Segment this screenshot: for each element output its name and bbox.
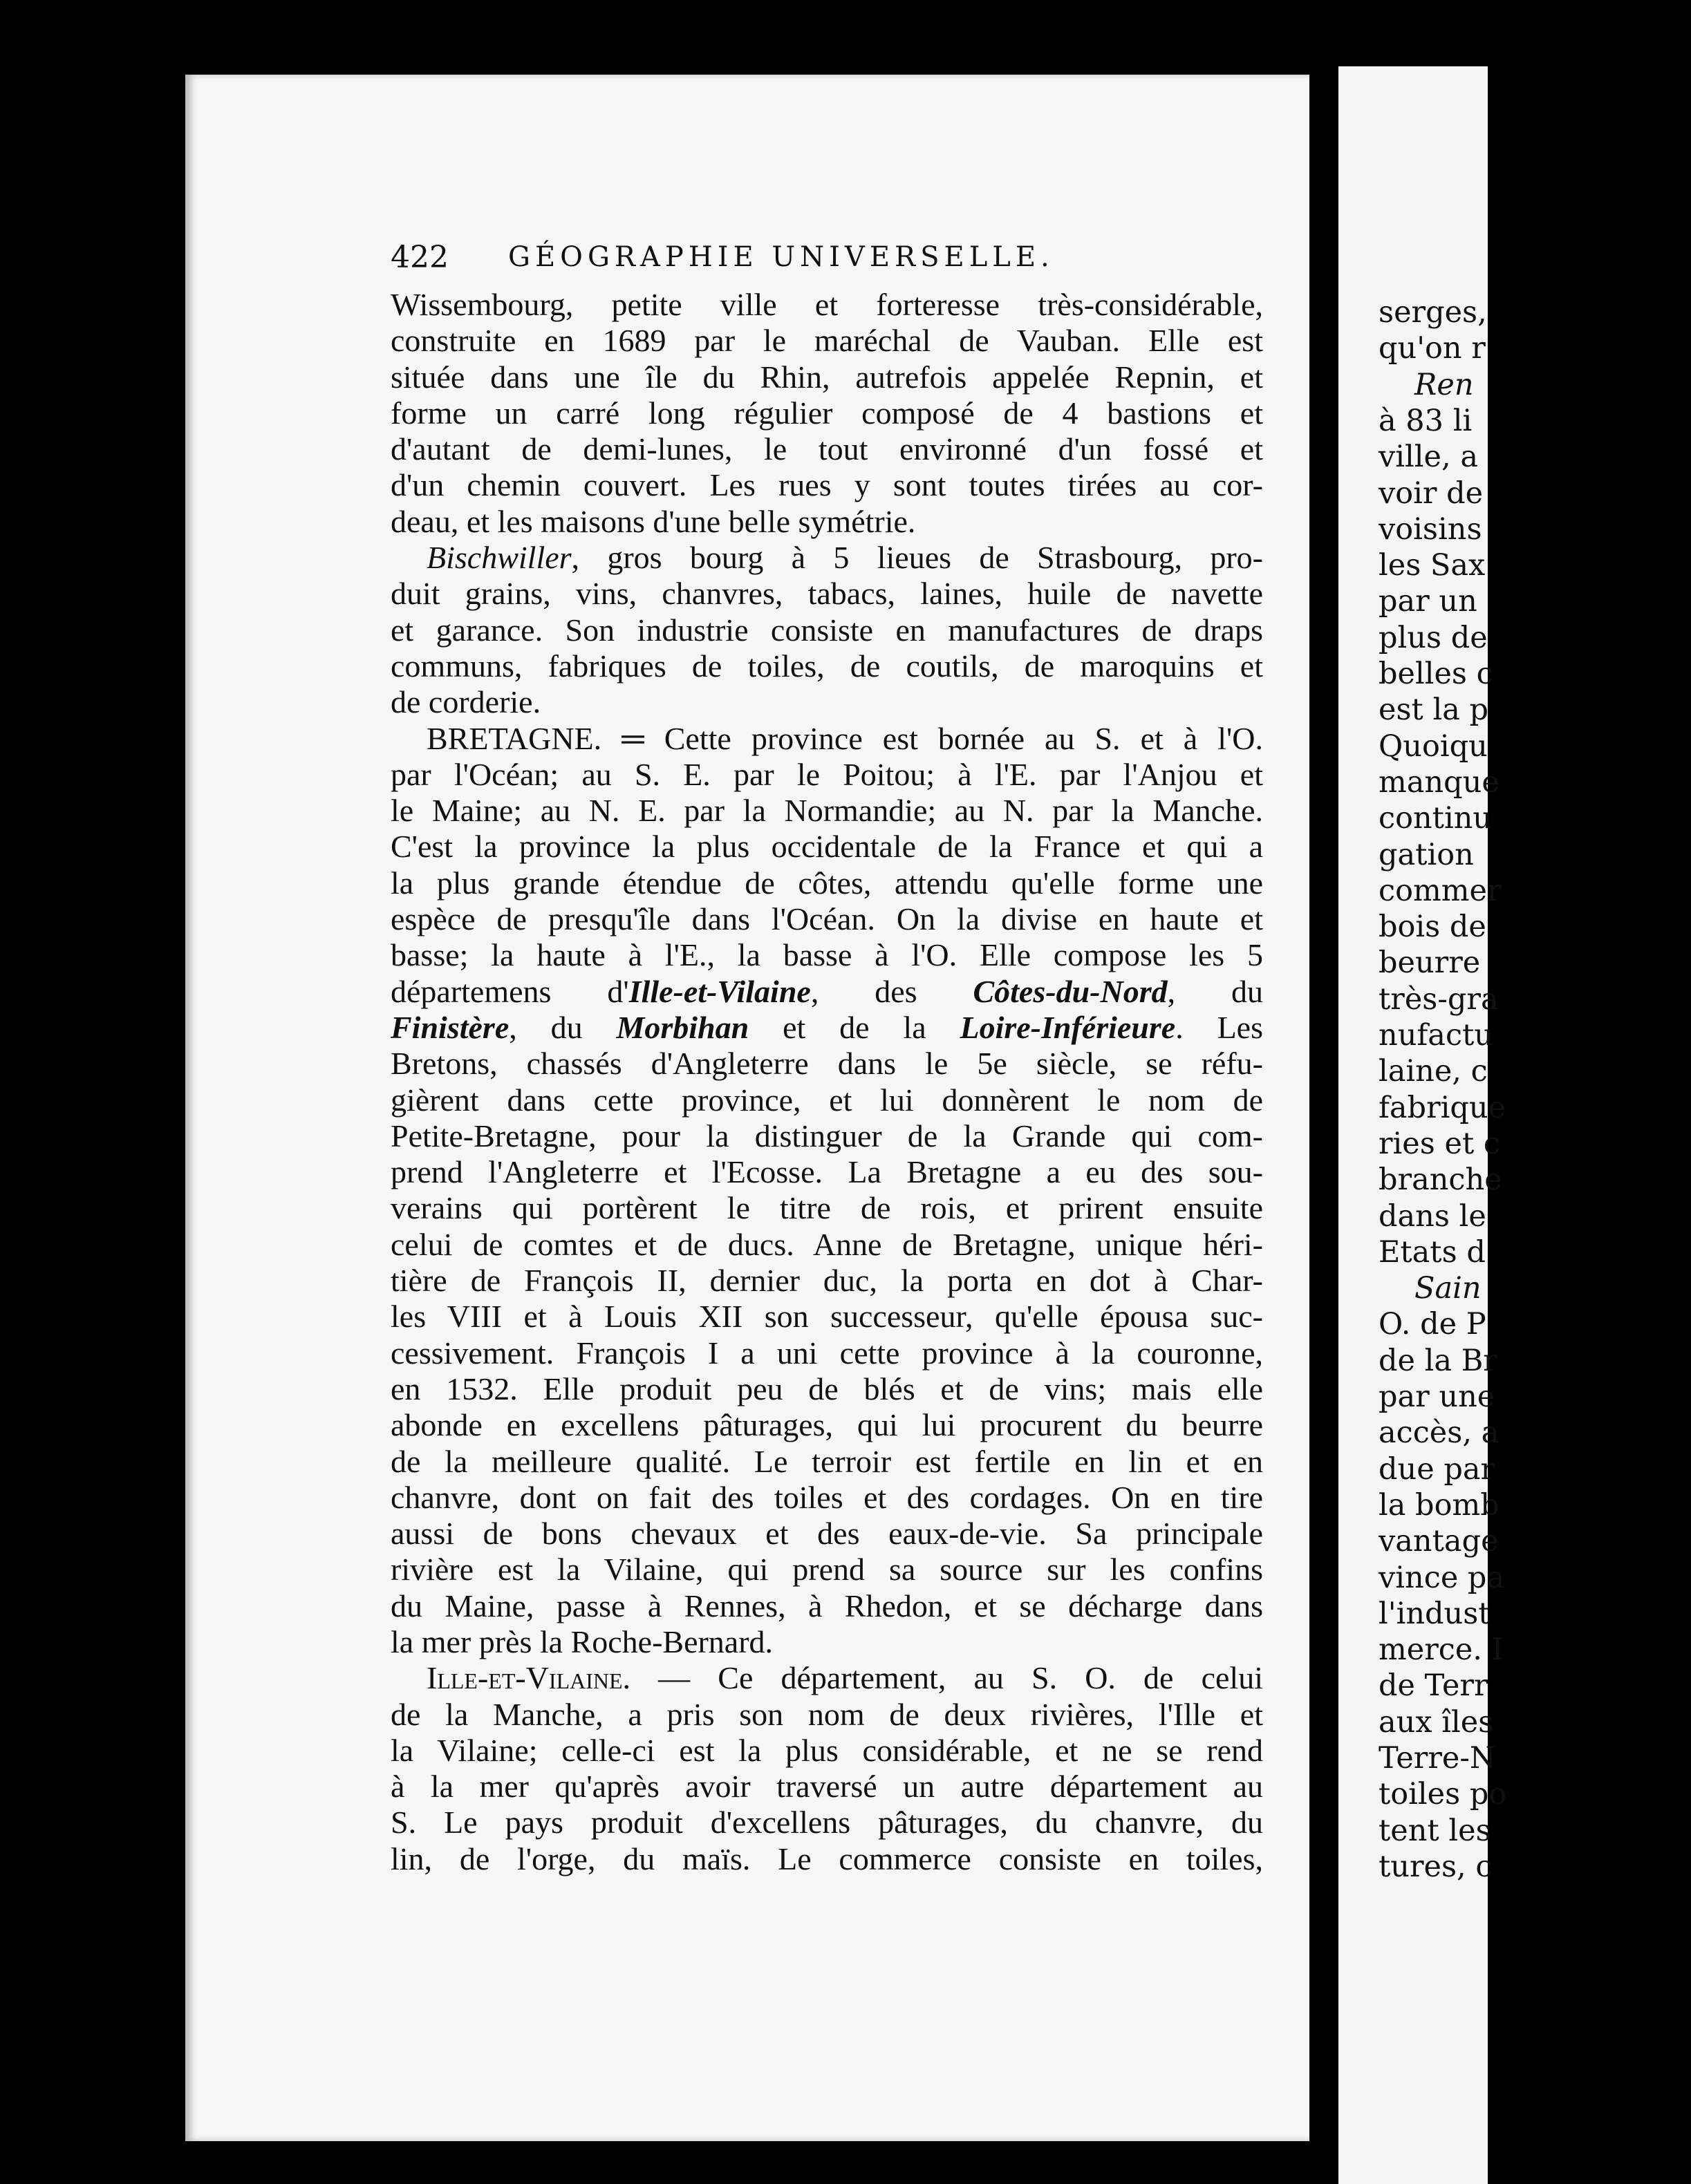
text-run: . Les: [1175, 1009, 1263, 1045]
adjacent-page-fragment: ries et c: [1379, 1126, 1500, 1161]
text-line: abonde en excellens pâturages, qui lui procurent du beurre: [391, 1407, 1263, 1443]
department-name-italic: Morbihan: [616, 1009, 749, 1045]
text-line: celui de comtes et de ducs. Anne de Bretagne, unique héri-: [391, 1226, 1263, 1262]
text-line: forme un carré long régulier composé de 4 bastions et: [391, 395, 1263, 431]
adjacent-page-fragment: commer: [1379, 873, 1502, 908]
text-line: duit grains, vins, chanvres, tabacs, laines, huile de navette: [391, 576, 1263, 612]
body-text: [391, 287, 1263, 1877]
text-line: Petite-Bretagne, pour la distinguer de la Grande qui com-: [391, 1118, 1263, 1154]
adjacent-page-fragment: tent les: [1379, 1813, 1491, 1848]
adjacent-page-fragment: aux îles: [1379, 1704, 1494, 1740]
adjacent-page-fragment: ville, a: [1379, 440, 1478, 475]
department-name-italic: Côtes-du-Nord: [973, 973, 1168, 1009]
text-line: le Maine; au N. E. par la Normandie; au N. par la Manche.: [391, 793, 1263, 829]
text-line: [391, 540, 1263, 576]
page-title: GÉOGRAPHIE UNIVERSELLE.: [508, 241, 1054, 273]
adjacent-page-fragment: vince pa: [1379, 1560, 1505, 1595]
adjacent-page-fragment: fabrique: [1379, 1090, 1506, 1125]
text-line: la plus grande étendue de côtes, attendu qu'elle forme une: [391, 865, 1263, 901]
text-line: verains qui portèrent le titre de rois, et prirent ensuite: [391, 1190, 1263, 1226]
adjacent-page-fragment: merce. I: [1379, 1632, 1504, 1668]
text-run: , gros bourg à 5 lieues de Strasbourg, pro-: [571, 540, 1263, 576]
adjacent-page-fragment: l'indust: [1379, 1596, 1491, 1631]
text-run: , du: [1167, 973, 1263, 1009]
text-line: les VIII et à Louis XII son successeur, qu'elle épousa suc-: [391, 1299, 1263, 1335]
adjacent-page-fragment: par un: [1379, 584, 1477, 619]
adjacent-page-fragment: par une: [1379, 1380, 1495, 1414]
text-line: chanvre, dont on fait des toiles et des cordages. On en tire: [391, 1479, 1263, 1515]
text-line: par l'Océan; au S. E. par le Poitou; à l'E. par l'Anjou et: [391, 756, 1263, 792]
text-line: lin, de l'orge, du maïs. Le commerce consiste en toiles,: [391, 1841, 1263, 1876]
text-line: d'autant de demi-lunes, le tout environné d'un fossé et: [391, 431, 1263, 467]
text-line: aussi de bons chevaux et des eaux-de-vie. Sa principale: [391, 1516, 1263, 1552]
adjacent-page-fragment: voisins: [1379, 511, 1482, 547]
text-line: la Vilaine; celle-ci est la plus considérable, et ne se rend: [391, 1732, 1263, 1768]
text-line: BRETAGNE. ═ Cette province est bornée au S. et à l'O.: [427, 720, 1263, 756]
adjacent-page-fragment: Terre-N: [1379, 1741, 1496, 1776]
text-line: située dans une île du Rhin, autrefois appelée Repnin, et: [391, 359, 1263, 395]
text-line: construite en 1689 par le maréchal de Vauban. Elle est: [391, 323, 1263, 359]
running-head: [391, 238, 1248, 280]
text-run: , des: [810, 973, 973, 1009]
text-line: C'est la province la plus occidentale de la France et qui a: [391, 829, 1263, 865]
adjacent-page-fragment: à 83 li: [1379, 403, 1473, 438]
adjacent-page-fragment: belles c: [1379, 657, 1493, 691]
adjacent-page-fragment: beurre: [1379, 945, 1481, 981]
adjacent-page-fragment: tures, c: [1379, 1849, 1493, 1884]
text-line: [391, 974, 1263, 1010]
adjacent-page-fragment: est la p: [1379, 693, 1489, 728]
adjacent-page-fragment: branche: [1379, 1162, 1502, 1198]
adjacent-page-fragment: dans le: [1379, 1198, 1486, 1234]
adjacent-page-fragment: continu: [1379, 801, 1493, 836]
text-line: du Maine, passe à Rennes, à Rhedon, et se décharge dans: [391, 1588, 1263, 1623]
adjacent-page-fragment: Ren: [1414, 367, 1474, 402]
adjacent-page-fragment: toiles po: [1379, 1777, 1507, 1812]
text-line: tière de François II, dernier duc, la porta en dot à Char-: [391, 1263, 1263, 1299]
place-name-italic: Bischwiller: [427, 540, 572, 576]
adjacent-page-fragment: bois de: [1379, 910, 1486, 945]
text-line: en 1532. Elle produit peu de blés et de vins; mais elle: [391, 1371, 1263, 1406]
text-line: basse; la haute à l'E., la basse à l'O. Elle compose les 5: [391, 937, 1263, 973]
text-line: prend l'Angleterre et l'Ecosse. La Bretagne a eu des sou-: [391, 1154, 1263, 1190]
text-line: [391, 1660, 1263, 1696]
text-line: Wissembourg, petite ville et forteresse très-considérable,: [391, 287, 1263, 322]
text-line: cessivement. François I a uni cette province à la couronne,: [391, 1335, 1263, 1371]
text-line: communs, fabriques de toiles, de coutils, de maroquins et: [391, 648, 1263, 684]
text-run: , du: [509, 1009, 617, 1045]
adjacent-page-fragment: Sain: [1414, 1271, 1482, 1306]
text-run: départemens d': [391, 973, 629, 1009]
text-line: de la Manche, a pris son nom de deux rivières, l'Ille et: [391, 1696, 1263, 1732]
department-heading: Ille-et-Vilaine.: [427, 1660, 631, 1696]
department-name-italic: Finistère: [391, 1009, 510, 1045]
adjacent-page-fragment: la bomb: [1379, 1487, 1500, 1523]
adjacent-page-fragment: très-gra: [1379, 981, 1499, 1017]
page-number: 422: [391, 240, 449, 275]
adjacent-page-fragment: gation: [1379, 837, 1474, 872]
adjacent-page-fragment: de Terr: [1379, 1668, 1488, 1704]
adjacent-page-fragment: accès, a: [1379, 1415, 1500, 1451]
text-line: de corderie.: [391, 684, 541, 720]
text-line: et garance. Son industrie consiste en manufactures de draps: [391, 612, 1263, 648]
text-line: [391, 1010, 1263, 1046]
adjacent-page-fragment: les Sax: [1379, 548, 1486, 583]
adjacent-page-fragment: vantage: [1379, 1524, 1499, 1559]
adjacent-page-fragment: Etats d: [1379, 1234, 1486, 1270]
text-line: Bretons, chassés d'Angleterre dans le 5e siècle, se réfu-: [391, 1046, 1263, 1082]
adjacent-page-fragment: laine, c: [1379, 1054, 1488, 1089]
adjacent-page-fragment: nufactu: [1379, 1018, 1493, 1053]
adjacent-page-fragment: de la Br: [1379, 1343, 1497, 1378]
text-line: rivière est la Vilaine, qui prend sa source sur les confins: [391, 1552, 1263, 1588]
adjacent-page-fragment: serges,: [1379, 295, 1487, 330]
adjacent-page-fragment: voir de: [1379, 476, 1484, 511]
adjacent-page-fragment: plus de: [1379, 620, 1488, 655]
text-line: gièrent dans cette province, et lui donnèrent le nom de: [391, 1082, 1263, 1118]
text-line: la mer près la Roche-Bernard.: [391, 1623, 774, 1659]
department-name-italic: Ille-et-Vilaine: [628, 973, 811, 1009]
department-name-italic: Loire-Inférieure: [960, 1009, 1176, 1045]
text-line: S. Le pays produit d'excellens pâturages, du chanvre, du: [391, 1805, 1263, 1841]
adjacent-right-page: [1338, 66, 1507, 2184]
text-line: à la mer qu'après avoir traversé un autre département au: [391, 1769, 1263, 1805]
adjacent-page-fragment: Quoiqu: [1379, 728, 1488, 764]
text-run: et de la: [749, 1009, 960, 1045]
text-line: de la meilleure qualité. Le terroir est fertile en lin et en: [391, 1443, 1263, 1479]
adjacent-page-fragment: O. de P: [1379, 1307, 1486, 1342]
text-line: deau, et les maisons d'une belle symétrie.: [391, 503, 916, 539]
adjacent-page-fragment: qu'on r: [1379, 331, 1486, 366]
text-line: espèce de presqu'île dans l'Océan. On la divise en haute et: [391, 901, 1263, 937]
adjacent-page-fragment: due par: [1379, 1451, 1495, 1487]
text-run: — Ce département, au S. O. de celui: [630, 1660, 1263, 1696]
text-line: d'un chemin couvert. Les rues y sont toutes tirées au cor-: [391, 467, 1263, 503]
adjacent-page-fragment: manque: [1379, 764, 1500, 800]
